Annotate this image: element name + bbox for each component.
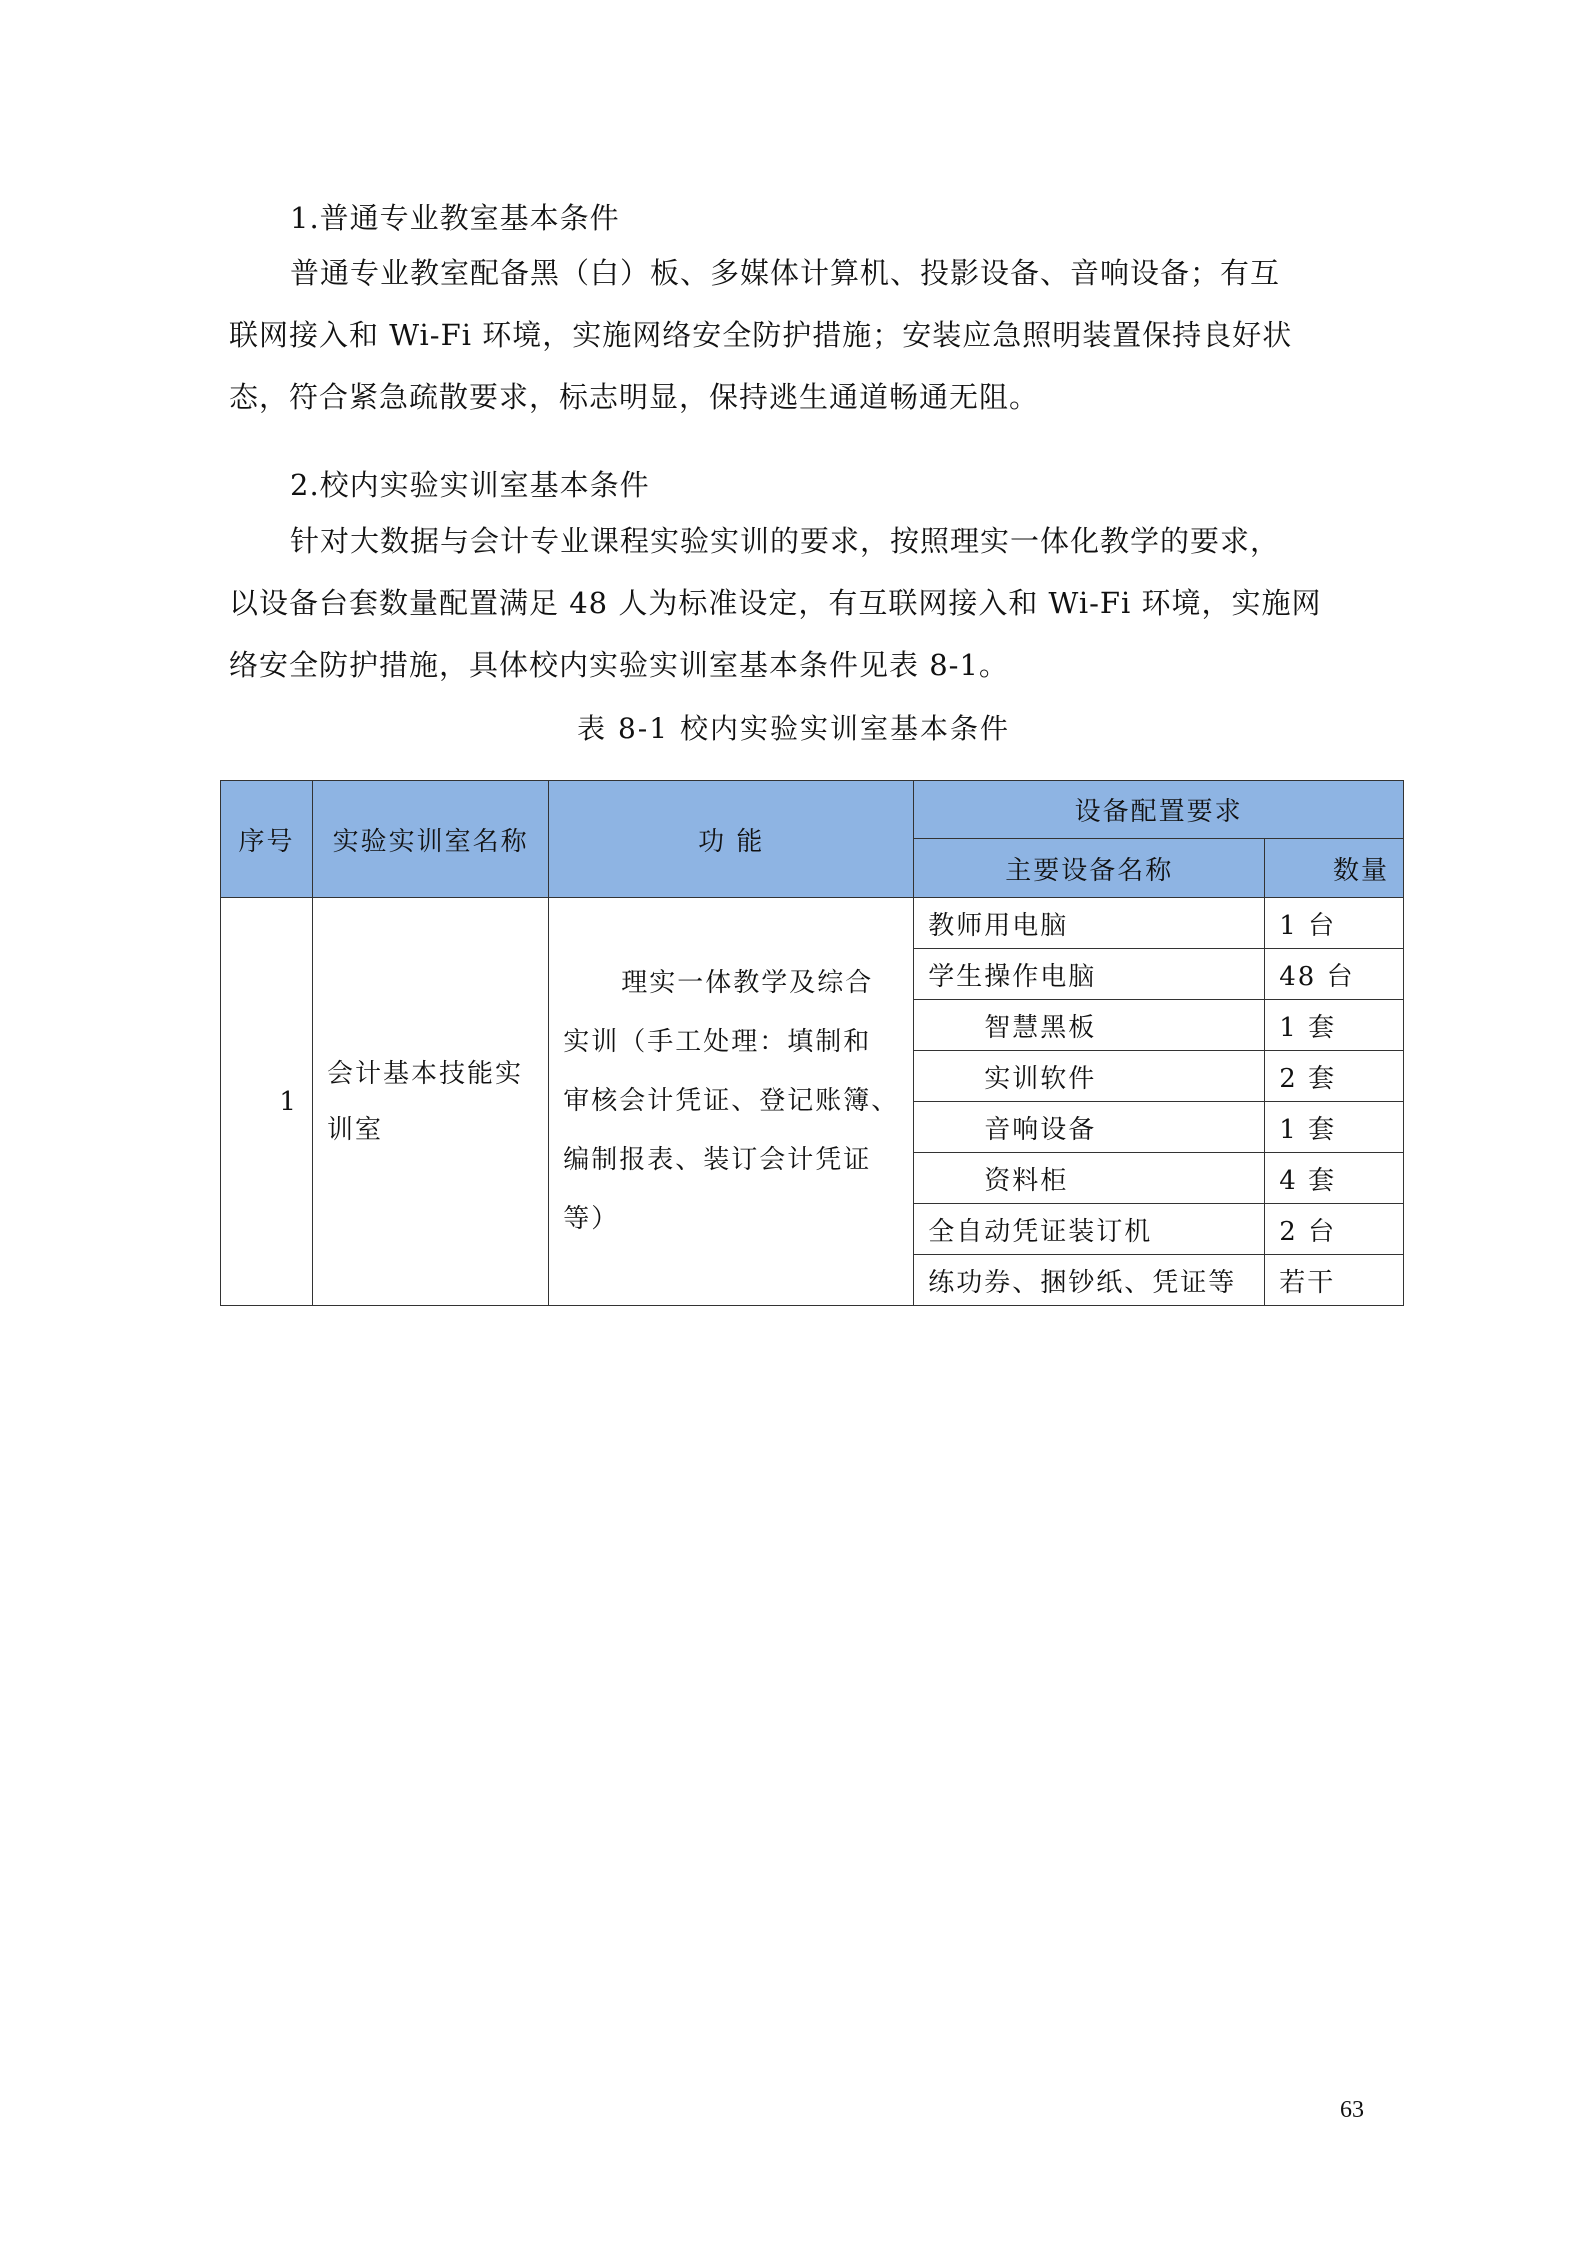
lab-conditions-table xyxy=(220,780,1404,1306)
equipment-name: 智慧黑板 xyxy=(914,1000,1265,1051)
function-line: 等） xyxy=(563,1204,620,1234)
function-line: 编制报表、装订会计凭证 xyxy=(563,1145,872,1175)
paragraph-line: 以设备台套数量配置满足 48 人为标准设定，有互联网接入和 Wi-Fi 环境，实施网 xyxy=(229,586,1322,620)
function-line: 审核会计凭证、登记账簿、 xyxy=(563,1086,900,1116)
row-room-name xyxy=(312,898,548,1306)
paragraph-line: 态，符合紧急疏散要求，标志明显，保持逃生通道畅通无阻。 xyxy=(229,380,1040,414)
function-line: 实训（手工处理：填制和 xyxy=(563,1027,872,1057)
function-line: 理实一体教学及综合 xyxy=(621,968,874,998)
header-room: 实验实训室名称 xyxy=(312,781,548,898)
paragraph-line: 络安全防护措施，具体校内实验实训室基本条件见表 8-1。 xyxy=(229,648,1009,682)
equipment-qty: 1 套 xyxy=(1265,1000,1404,1051)
page-number: 63 xyxy=(1340,2097,1364,2123)
equipment-name: 实训软件 xyxy=(914,1051,1265,1102)
header-function: 功 能 xyxy=(549,781,914,898)
header-quantity: 数量 xyxy=(1265,839,1404,898)
row-index: 1 xyxy=(221,898,313,1306)
room-line: 训室 xyxy=(326,1114,383,1145)
paragraph-line: 联网接入和 Wi-Fi 环境，实施网络安全防护措施；安装应急照明装置保持良好状 xyxy=(229,318,1293,352)
header-index: 序号 xyxy=(221,781,313,898)
section-1-heading: 1.普通专业教室基本条件 xyxy=(290,201,620,235)
equipment-name: 音响设备 xyxy=(914,1102,1265,1153)
table-row xyxy=(221,898,1404,949)
equipment-name: 全自动凭证装订机 xyxy=(914,1204,1265,1255)
equipment-qty: 48 台 xyxy=(1265,949,1404,1000)
section-2-heading: 2.校内实验实训室基本条件 xyxy=(290,468,650,502)
equipment-name: 学生操作电脑 xyxy=(914,949,1265,1000)
equipment-qty: 4 套 xyxy=(1265,1153,1404,1204)
equipment-qty: 1 台 xyxy=(1265,898,1404,949)
equipment-qty: 2 台 xyxy=(1265,1204,1404,1255)
equipment-qty: 2 套 xyxy=(1265,1051,1404,1102)
room-line: 会计基本技能实 xyxy=(326,1058,523,1089)
equipment-qty: 若干 xyxy=(1265,1255,1404,1306)
table-caption: 表 8-1 校内实验实训室基本条件 xyxy=(577,712,1010,745)
row-function xyxy=(549,898,914,1306)
section-1-paragraph xyxy=(229,242,1359,428)
equipment-name: 资料柜 xyxy=(914,1153,1265,1204)
paragraph-line: 针对大数据与会计专业课程实验实训的要求，按照理实一体化教学的要求， xyxy=(290,524,1281,558)
equipment-qty: 1 套 xyxy=(1265,1102,1404,1153)
header-equipment-name: 主要设备名称 xyxy=(914,839,1265,898)
equipment-name: 练功券、捆钞纸、凭证等 xyxy=(914,1255,1265,1306)
equipment-name: 教师用电脑 xyxy=(914,898,1265,949)
section-2-paragraph xyxy=(229,510,1359,696)
header-equipment-group: 设备配置要求 xyxy=(914,781,1404,839)
paragraph-line: 普通专业教室配备黑（白）板、多媒体计算机、投影设备、音响设备；有互 xyxy=(290,256,1281,290)
